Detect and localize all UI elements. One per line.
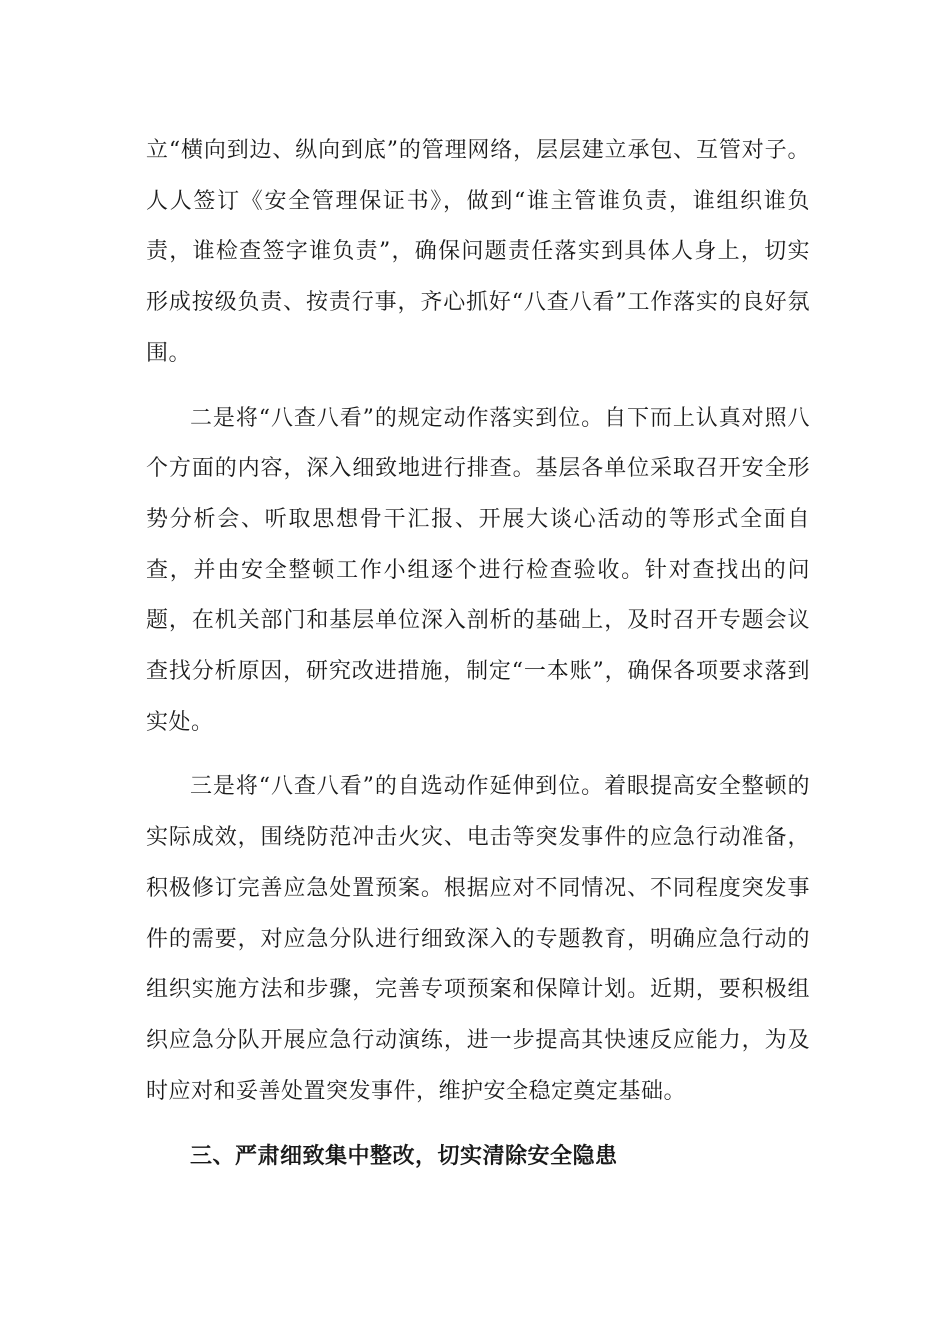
paragraph-item-two: 二是将“八查八看”的规定动作落实到位。自下而上认真对照八个方面的内容，深入细致地进行排查。基层各单位采取召开安全形势分析会、听取思想骨干汇报、开展大谈心活动的等形式全面自查，并由安全整顿工作小组逐个进行检查验收。针对查找出的问题，在机关部门和基层单位深入剖析的基础上，及时召开专题会议查找分析原因，研究改进措施，制定“一本账”，确保各项要求落到实处。 — [146, 405, 810, 735]
paragraph-gap — [146, 380, 810, 394]
paragraph-gap — [146, 1117, 810, 1131]
document-body — [146, 126, 810, 1181]
paragraph-continuation: 立“横向到边、纵向到底”的管理网络，层层建立承包、互管对子。人人签订《安全管理保证书》，做到“谁主管谁负责，谁组织谁负责，谁检查签字谁负责”，确保问题责任落实到具体人身上，切实形成按级负责、按责行事，齐心抓好“八查八看”工作落实的良好氛围。 — [146, 138, 810, 366]
paragraph-gap — [146, 748, 810, 762]
paragraph-item-three: 三是将“八查八看”的自选动作延伸到位。着眼提高安全整顿的实际成效，围绕防范冲击火灾、电击等突发事件的应急行动准备，积极修订完善应急处置预案。根据应对不同情况、不同程度突发事件的需要，对应急分队进行细致深入的专题教育，明确应急行动的组织实施方法和步骤，完善专项预案和保障计划。近期，要积极组织应急分队开展应急行动演练，进一步提高其快速反应能力，为及时应对和妥善处置突发事件，维护安全稳定奠定基础。 — [146, 774, 810, 1104]
section-heading: 三、严肃细致集中整改，切实清除安全隐患 — [190, 1143, 618, 1170]
